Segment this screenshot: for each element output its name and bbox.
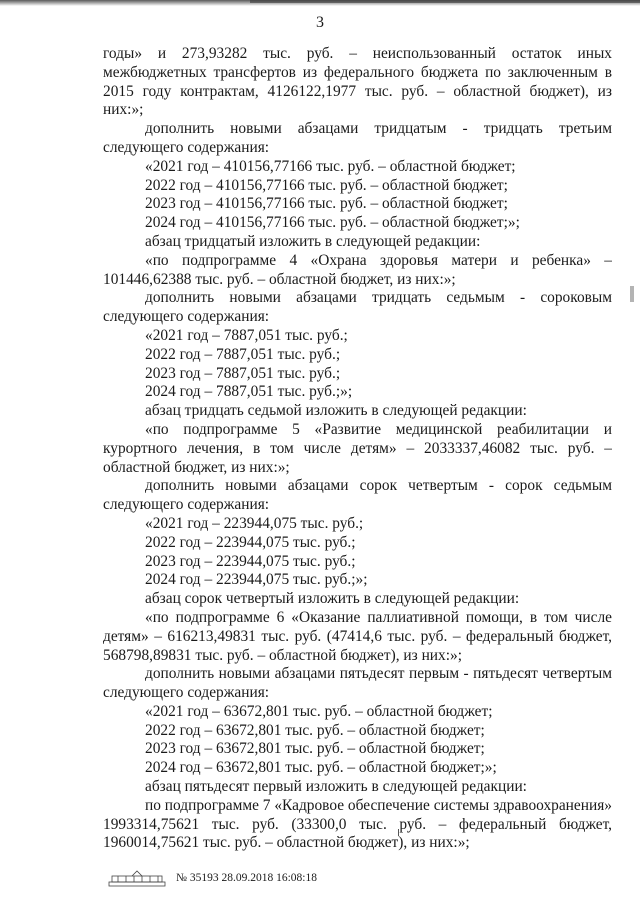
text-line: «2021 год – 7887,051 тыс. руб.;	[145, 326, 348, 344]
text-line: 2024 год – 63672,801 тыс. руб. – областной бюджет;»;	[145, 759, 497, 777]
text-line: 1960014,75621 тыс. руб. – областной бюджет), из них:»;	[103, 834, 470, 852]
text-line: дополнить новыми абзацами сорок четвертым - сорок седьмым	[145, 477, 612, 495]
text-line: дополнить новыми абзацами тридцатым - тридцать третьим	[145, 120, 612, 138]
text-line: 2022 год – 410156,77166 тыс. руб. – областной бюджет;	[145, 176, 508, 194]
text-line: годы» и 273,93282 тыс. руб. – неиспользованный остаток иных	[103, 45, 612, 62]
text-line: 2024 год – 223944,075 тыс. руб.;»;	[145, 571, 368, 589]
text-line: 2023 год – 410156,77166 тыс. руб. – областной бюджет;	[145, 195, 508, 213]
text-line: «по подпрограмме 6 «Оказание паллиативной помощи, в том числе	[145, 608, 612, 626]
text-line: 2023 год – 7887,051 тыс. руб.;	[145, 364, 341, 382]
text-line: 101446,62388 тыс. руб. – областной бюджет, из них:»;	[103, 270, 456, 288]
text-line: курортного лечения, в том числе детям» – 2033337,46082 тыс. руб. –	[103, 439, 612, 457]
text-line: абзац тридцать седьмой изложить в следующей редакции:	[145, 402, 527, 420]
text-line: них:»;	[103, 101, 144, 119]
text-line: следующего содержания:	[103, 684, 270, 702]
text-line: «по подпрограмме 5 «Развитие медицинской реабилитации и	[145, 420, 612, 438]
text-line: дополнить новыми абзацами тридцать седьмым - сороковым	[145, 289, 612, 307]
government-seal-icon	[108, 869, 166, 887]
text-line: «2021 год – 223944,075 тыс. руб.;	[145, 514, 364, 532]
text-line: 2022 год – 223944,075 тыс. руб.;	[145, 533, 356, 551]
text-line: «по подпрограмме 4 «Охрана здоровья матери и ребенка» –	[145, 251, 612, 269]
text-line: следующего содержания:	[103, 138, 270, 156]
text-line: абзац тридцатый изложить в следующей редакции:	[145, 232, 481, 250]
footer-stamp: № 35193 28.09.2018 16:08:18	[176, 872, 317, 884]
text-line: 2015 году контрактам, 4126122,1977 тыс. руб. – областной бюджет), из	[103, 82, 612, 100]
text-line: следующего содержания:	[103, 308, 270, 326]
text-line: 2024 год – 410156,77166 тыс. руб. – областной бюджет;»;	[145, 214, 520, 232]
text-line: детям» – 616213,49831 тыс. руб. (47414,6 тыс. руб. – федеральный бюджет,	[103, 627, 612, 645]
text-line: 2022 год – 63672,801 тыс. руб. – областной бюджет;	[145, 721, 485, 739]
text-line: «2021 год – 410156,77166 тыс. руб. – областной бюджет;	[145, 157, 516, 175]
text-line: межбюджетных трансфертов из федерального бюджета по заключенным в	[103, 63, 612, 81]
text-line: 2023 год – 63672,801 тыс. руб. – областной бюджет;	[145, 740, 485, 758]
text-line: дополнить новыми абзацами пятьдесят первым - пятьдесят четвертым	[145, 665, 612, 683]
text-line: 2023 год – 223944,075 тыс. руб.;	[145, 552, 356, 570]
page-number: 3	[316, 14, 324, 31]
document-body	[103, 45, 612, 853]
document-footer	[108, 868, 317, 888]
text-line: 568798,89831 тыс. руб. – областной бюджет), из них:»;	[103, 646, 462, 664]
text-line: «2021 год – 63672,801 тыс. руб. – областной бюджет;	[145, 702, 493, 720]
text-line: абзац сорок четвертый изложить в следующей редакции:	[145, 590, 520, 608]
text-line: областной бюджет, из них:»;	[103, 458, 290, 476]
text-line: 1993314,75621 тыс. руб. (33300,0 тыс. руб. – федеральный бюджет,	[103, 815, 612, 833]
scan-side-mark	[630, 286, 634, 302]
text-line: абзац пятьдесят первый изложить в следующей редакции:	[145, 778, 527, 796]
text-line: 2022 год – 7887,051 тыс. руб.;	[145, 345, 341, 363]
text-line: 2024 год – 7887,051 тыс. руб.;»;	[145, 383, 353, 401]
text-line: следующего содержания:	[103, 496, 270, 514]
text-line: по подпрограмме 7 «Кадровое обеспечение системы здравоохранения»	[145, 796, 612, 814]
scan-top-shadow	[250, 0, 640, 3]
